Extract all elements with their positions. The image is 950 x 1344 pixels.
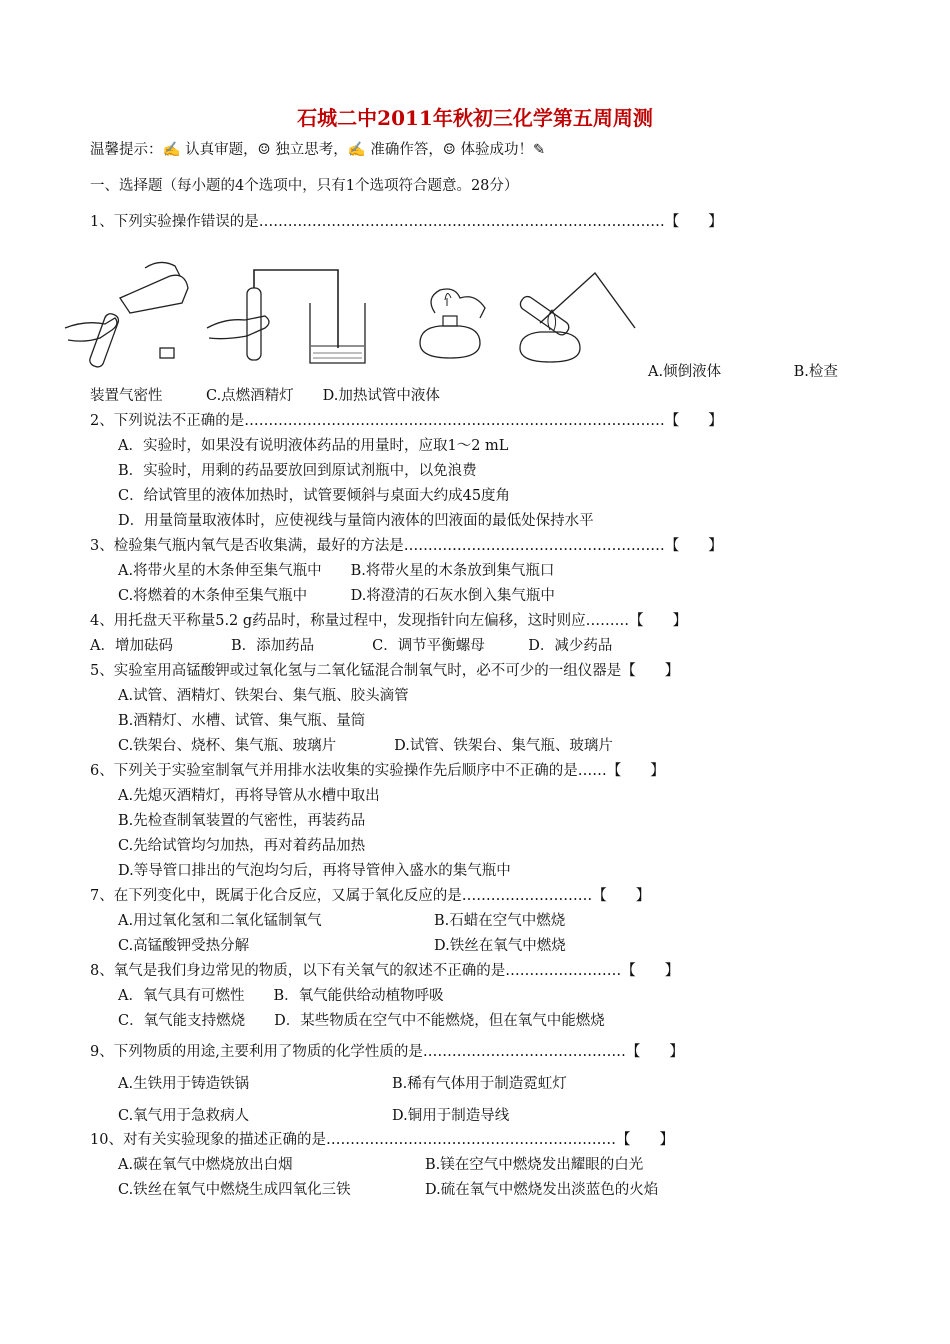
- q7-option-a: A.用过氧化氢和二氧化锰制氧气: [118, 913, 322, 929]
- q10-option-b: B.镁在空气中燃烧发出耀眼的白光: [425, 1157, 644, 1173]
- q9-option-c: C.氧气用于急救病人: [118, 1108, 250, 1124]
- figure-pouring-liquid: [60, 258, 195, 368]
- q9-stem: 9、下列物质的用途,主要利用了物质的化学性质的是……………………………………【 】: [90, 1044, 684, 1060]
- q6-option-d: D.等导管口排出的气泡均匀后，再将导管伸入盛水的集气瓶中: [118, 863, 511, 879]
- section-heading: 一、选择题（每小题的4个选项中，只有1个选项符合题意。28分）: [90, 178, 519, 194]
- q6-stem: 6、下列关于实验室制氧气并用排水法收集的实验操作先后顺序中不正确的是……【 】: [90, 763, 665, 779]
- q1-stem: 1、下列实验操作错误的是…………………………………………………………………………【 】: [90, 214, 723, 230]
- q9-option-b: B.稀有气体用于制造霓虹灯: [392, 1076, 567, 1092]
- figure-airtightness-check: [205, 258, 375, 368]
- q6-option-b: B.先检查制氧装置的气密性，再装药品: [118, 813, 366, 829]
- q10-option-c: C.铁丝在氧气中燃烧生成四氧化三铁: [118, 1182, 351, 1198]
- q8-options-cd: C．氧气能支持燃烧 D．某些物质在空气中不能燃烧，但在氧气中能燃烧: [118, 1013, 605, 1029]
- q2-option-a: A．实验时，如果没有说明液体药品的用量时，应取1～2 mL: [118, 438, 509, 454]
- q4-options: A．增加砝码 B．添加药品 C．调节平衡螺母 D．减少药品: [90, 638, 613, 654]
- q1-options-cd: 装置气密性 C.点燃酒精灯 D.加热试管中液体: [90, 388, 440, 404]
- tip-line: 温馨提示：✍ 认真审题，☺ 独立思考，✍ 准确作答，☺ 体验成功！✎: [90, 142, 546, 158]
- q9-option-d: D.铜用于制造导线: [392, 1108, 510, 1124]
- q3-options-ab: A.将带火星的木条伸至集气瓶中 B.将带火星的木条放到集气瓶口: [118, 563, 555, 579]
- q6-option-a: A.先熄灭酒精灯，再将导管从水槽中取出: [118, 788, 380, 804]
- q3-options-cd: C.将燃着的木条伸至集气瓶中 D.将澄清的石灰水倒入集气瓶中: [118, 588, 555, 604]
- q8-options-ab: A．氧气具有可燃性 B．氧气能供给动植物呼吸: [118, 988, 444, 1004]
- q6-option-c: C.先给试管均匀加热，再对着药品加热: [118, 838, 366, 854]
- figure-lighting-alcohol-lamp: [405, 258, 505, 368]
- q10-option-d: D.硫在氧气中燃烧发出淡蓝色的火焰: [425, 1182, 659, 1198]
- q2-option-b: B．实验时，用剩的药品要放回到原试剂瓶中，以免浪费: [118, 463, 477, 479]
- q2-option-c: C．给试管里的液体加热时，试管要倾斜与桌面大约成45度角: [118, 488, 511, 504]
- q1-options-ab: A.倾倒液体 B.检查: [648, 364, 838, 380]
- q5-stem: 5、实验室用高锰酸钾或过氧化氢与二氧化锰混合制氧气时，必不可少的一组仪器是【 】: [90, 663, 680, 679]
- q4-stem: 4、用托盘天平称量5.2 g药品时，称量过程中，发现指针向左偏移，这时则应………【 】: [90, 613, 688, 629]
- q9-option-a: A.生铁用于铸造铁锅: [118, 1076, 250, 1092]
- q8-stem: 8、氧气是我们身边常见的物质，以下有关氧气的叙述不正确的是……………………【 】: [90, 963, 680, 979]
- q7-option-c: C.高锰酸钾受热分解: [118, 938, 250, 954]
- q3-stem: 3、检验集气瓶内氧气是否收集满，最好的方法是………………………………………………【 】: [90, 538, 723, 554]
- q7-option-d: D.铁丝在氧气中燃烧: [434, 938, 566, 954]
- q10-stem: 10、对有关实验现象的描述正确的是……………………………………………………【 】: [90, 1132, 674, 1148]
- q7-stem: 7、在下列变化中，既属于化合反应，又属于氧化反应的是………………………【 】: [90, 888, 651, 904]
- page-title: 石城二中2011年秋初三化学第五周周测: [297, 106, 653, 130]
- q2-option-d: D．用量筒量取液体时，应使视线与量筒内液体的凹液面的最低处保持水平: [118, 513, 594, 529]
- q5-option-a: A.试管、酒精灯、铁架台、集气瓶、胶头滴管: [118, 688, 409, 704]
- figure-heating-test-tube: [510, 258, 640, 368]
- q5-options-cd: C.铁架台、烧杯、集气瓶、玻璃片 D.试管、铁架台、集气瓶、玻璃片: [118, 738, 613, 754]
- q7-option-b: B.石蜡在空气中燃烧: [434, 913, 566, 929]
- q10-option-a: A.碳在氧气中燃烧放出白烟: [118, 1157, 293, 1173]
- q5-option-b: B.酒精灯、水槽、试管、集气瓶、量筒: [118, 713, 366, 729]
- q2-stem: 2、下列说法不正确的是……………………………………………………………………………【 】: [90, 413, 723, 429]
